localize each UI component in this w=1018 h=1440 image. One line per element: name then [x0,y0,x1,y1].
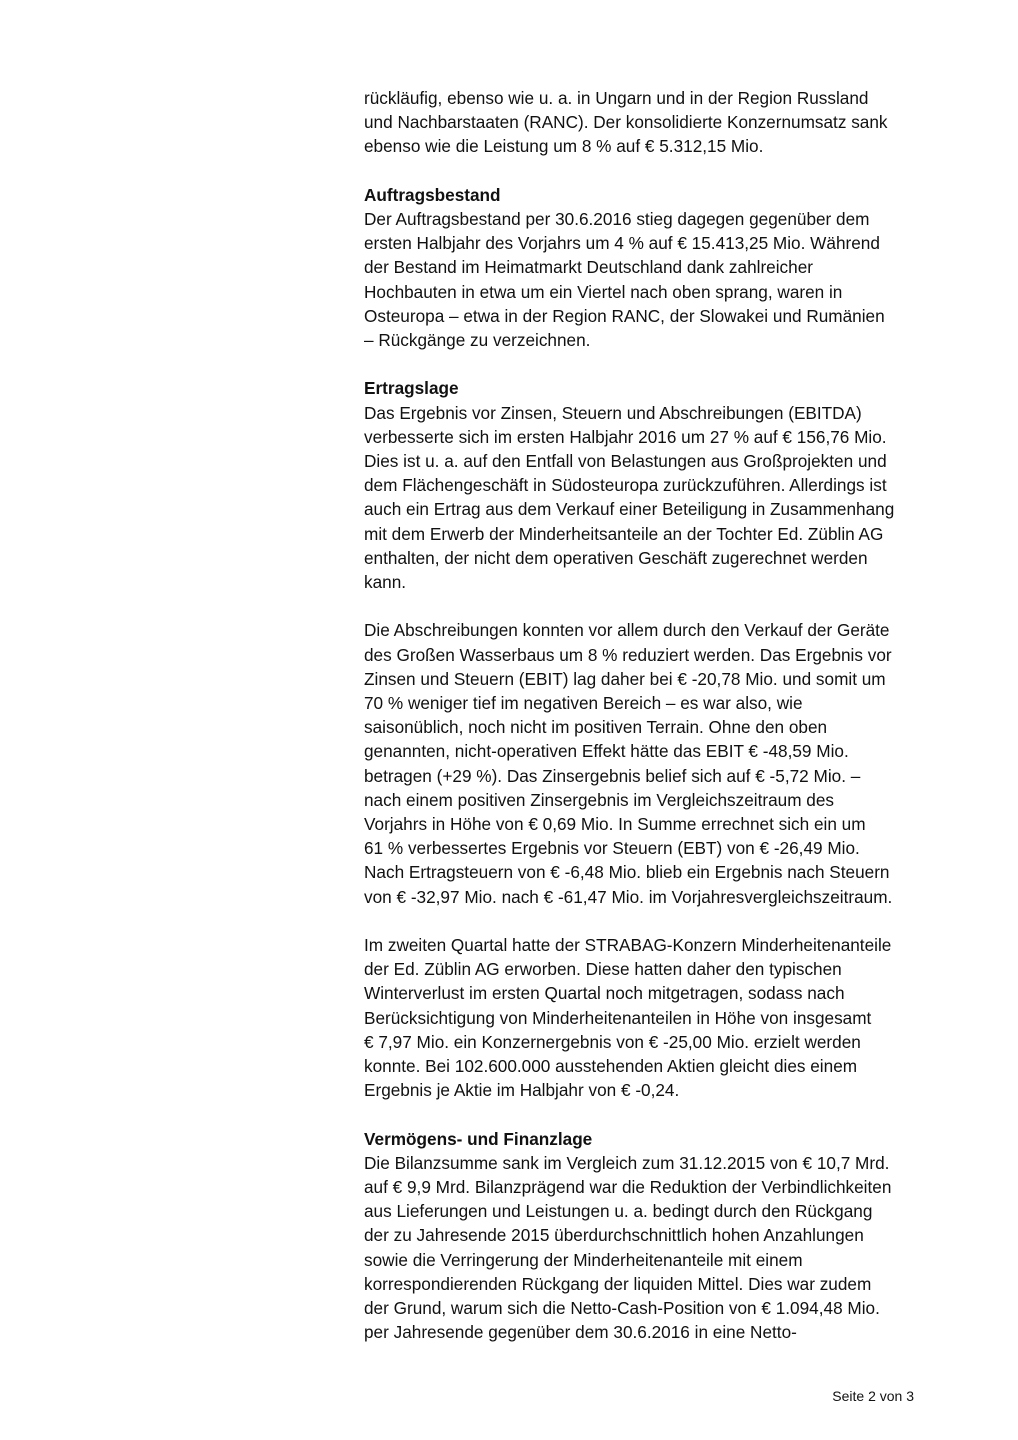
text-line: genannten, nicht-operativen Effekt hätte das EBIT € -48,59 Mio. [364,741,849,762]
section-vermoegens-finanzlage [364,1127,964,1345]
text-line: korrespondierenden Rückgang der liquiden Mittel. Dies war zudem [364,1273,872,1294]
text-line: Berücksichtigung von Minderheitenanteilen in Höhe von insgesamt [364,1007,872,1028]
text-line: enthalten, der nicht dem operativen Geschäft zugerechnet werden [364,547,868,568]
text-line: Ergebnis je Aktie im Halbjahr von € -0,24. [364,1080,680,1101]
text-line: Dies ist u. a. auf den Entfall von Belastungen aus Großprojekten und [364,451,887,472]
text-line: rückläufig, ebenso wie u. a. in Ungarn und in der Region Russland [364,88,869,108]
text-line: Der Auftragsbestand per 30.6.2016 stieg dagegen gegenüber dem [364,209,870,229]
text-line: nach einem positiven Zinsergebnis im Vergleichszeitraum des [364,789,835,810]
text-line: verbesserte sich im ersten Halbjahr 2016 um 27 % auf € 156,76 Mio. [364,426,887,447]
text-line: 61 % verbessertes Ergebnis vor Steuern (EBT) von € -26,49 Mio. [364,838,860,859]
text-line: aus Lieferungen und Leistungen u. a. bedingt durch den Rückgang [364,1201,873,1222]
text-line: saisonüblich, noch nicht im positiven Terrain. Ohne den oben [364,717,828,738]
text-line: auch ein Ertrag aus dem Verkauf einer Beteiligung in Zusammenhang [364,499,895,520]
text-line: Winterverlust im ersten Quartal noch mitgetragen, sodass nach [364,983,845,1004]
text-line: der Bestand im Heimatmarkt Deutschland dank zahlreicher [364,257,813,278]
quartal-paragraph [364,933,964,1102]
text-line: Hochbauten in etwa um ein Viertel nach oben sprang, waren in [364,281,843,302]
text-line: ersten Halbjahr des Vorjahrs um 4 % auf € 15.413,25 Mio. Während [364,233,880,254]
paragraph-spacer [364,594,964,618]
text-line: der Ed. Züblin AG erworben. Diese hatten daher den typischen [364,959,842,980]
text-line: auf € 9,9 Mrd. Bilanzprägend war die Reduktion der Verbindlichkeiten [364,1177,892,1198]
text-line: Nach Ertragsteuern von € -6,48 Mio. blieb ein Ergebnis nach Steuern [364,862,890,883]
text-line: sowie die Verringerung der Minderheitenanteile mit einem [364,1249,803,1270]
text-line: 70 % weniger tief im negativen Bereich – es war also, wie [364,693,803,714]
text-line: und Nachbarstaaten (RANC). Der konsolidierte Konzernumsatz sank [364,112,888,133]
intro-paragraph [364,86,964,159]
text-line: Vorjahrs in Höhe von € 0,69 Mio. In Summe errechnet sich ein um [364,814,866,835]
document-body [364,86,964,1344]
text-line: betragen (+29 %). Das Zinsergebnis belief sich auf € -5,72 Mio. – [364,765,861,786]
text-line: Im zweiten Quartal hatte der STRABAG-Konzern Minderheitenanteile [364,935,892,956]
paragraph-spacer [364,352,964,376]
paragraph-spacer [364,159,964,183]
section-heading: Ertragslage [364,378,459,399]
text-line: kann. [364,572,407,593]
text-line: Zinsen und Steuern (EBIT) lag daher bei € -20,78 Mio. und somit um [364,668,886,689]
paragraph-spacer [364,909,964,933]
text-line: Osteuropa – etwa in der Region RANC, der Slowakei und Rumänien [364,305,885,326]
text-line: des Großen Wasserbaus um 8 % reduziert werden. Das Ergebnis vor [364,644,892,665]
text-line: Die Bilanzsumme sank im Vergleich zum 31.12.2015 von € 10,7 Mrd. [364,1152,890,1173]
page-number: Seite 2 von 3 [832,1388,914,1404]
section-ertragslage [364,376,964,594]
text-line: der Grund, warum sich die Netto-Cash-Position von € 1.094,48 Mio. [364,1298,880,1319]
text-line: Die Abschreibungen konnten vor allem durch den Verkauf der Geräte [364,620,890,641]
text-line: konnte. Bei 102.600.000 ausstehenden Aktien gleicht dies einem [364,1056,858,1077]
text-line: mit dem Erwerb der Minderheitsanteile an der Tochter Ed. Züblin AG [364,523,884,544]
text-line: der zu Jahresende 2015 überdurchschnittlich hohen Anzahlungen [364,1225,864,1246]
text-line: – Rückgänge zu verzeichnen. [364,330,591,351]
paragraph-spacer [364,1102,964,1126]
text-line: ebenso wie die Leistung um 8 % auf € 5.312,15 Mio. [364,136,764,157]
text-line: von € -32,97 Mio. nach € -61,47 Mio. im Vorjahresvergleichszeitraum. [364,886,893,907]
text-line: € 7,97 Mio. ein Konzernergebnis von € -25,00 Mio. erzielt werden [364,1031,861,1052]
section-heading: Auftragsbestand [364,184,501,205]
section-auftragsbestand [364,183,964,352]
text-line: dem Flächengeschäft in Südosteuropa zurückzuführen. Allerdings ist [364,475,887,496]
text-line: per Jahresende gegenüber dem 30.6.2016 in eine Netto- [364,1322,797,1343]
text-line: Das Ergebnis vor Zinsen, Steuern und Abschreibungen (EBITDA) [364,402,862,423]
section-heading: Vermögens- und Finanzlage [364,1128,593,1149]
abschreibungen-paragraph [364,618,964,908]
